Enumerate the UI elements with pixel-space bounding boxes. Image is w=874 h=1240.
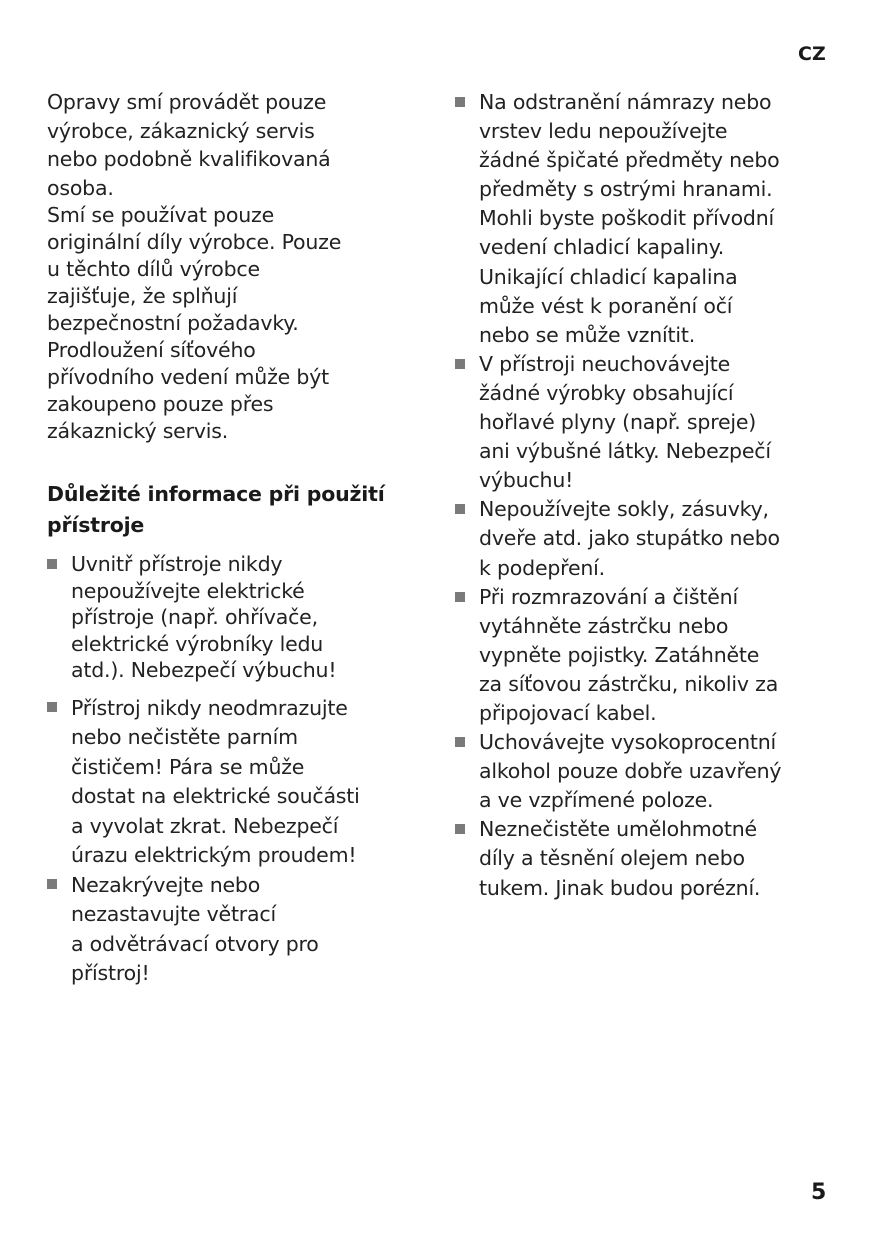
- parts-paragraph: [47, 202, 407, 445]
- list-item: [47, 551, 407, 684]
- text-line: nebo se může vznítit.: [479, 322, 696, 347]
- square-bullet-icon: [455, 504, 465, 514]
- text-line: Uvnitř přístroje nikdy: [71, 552, 283, 576]
- safety-list-left: [47, 551, 407, 989]
- page-number: 5: [811, 1180, 827, 1205]
- square-bullet-icon: [455, 824, 465, 834]
- language-code: CZ: [798, 43, 826, 65]
- square-bullet-icon: [455, 737, 465, 747]
- text-line: elektrické výrobníky ledu: [71, 631, 324, 656]
- text-line: a vyvolat zkrat. Nebezpečí: [71, 813, 339, 838]
- text-line: alkohol pouze dobře uzavřený: [479, 759, 782, 784]
- text-line: Opravy smí provádět pouze: [47, 90, 327, 114]
- text-line: přístroje (např. ohřívače,: [71, 605, 318, 629]
- square-bullet-icon: [47, 702, 57, 712]
- text-line: nebo podobně kvalifikovaná: [47, 147, 331, 171]
- square-bullet-icon: [455, 97, 465, 107]
- text-line: dostat na elektrické součásti: [71, 784, 360, 808]
- text-line: Přístroj nikdy neodmrazujte: [71, 695, 348, 720]
- text-line: žádné špičaté předměty nebo: [479, 148, 780, 173]
- list-item: [455, 350, 820, 495]
- text-line: výbuchu!: [479, 468, 574, 493]
- text-line: u těchto dílů výrobce: [47, 257, 260, 281]
- list-item: [455, 495, 820, 582]
- text-line: originální díly výrobce. Pouze: [47, 230, 342, 254]
- text-line: Na odstranění námrazy nebo: [479, 90, 772, 114]
- right-column: [455, 88, 820, 903]
- repair-paragraph: [47, 88, 407, 202]
- text-line: předměty s ostrými hranami.: [479, 177, 773, 202]
- text-line: může vést k poranění očí: [479, 293, 733, 318]
- text-line: vytáhněte zástrčku nebo: [479, 613, 729, 638]
- text-line: Nepoužívejte sokly, zásuvky,: [479, 497, 769, 522]
- text-line: výrobce, zákaznický servis: [47, 118, 315, 143]
- list-item: [455, 88, 820, 350]
- left-column: [47, 88, 407, 989]
- text-line: přístroj!: [71, 961, 150, 985]
- text-line: zakoupeno pouze přes: [47, 392, 274, 416]
- text-line: dveře atd. jako stupátko nebo: [479, 526, 780, 551]
- text-line: a ve vzpřímené poloze.: [479, 788, 714, 813]
- text-line: díly a těsnění olejem nebo: [479, 846, 745, 871]
- text-line: ani výbušné látky. Nebezpečí: [479, 439, 771, 464]
- text-line: vypněte pojistky. Zatáhněte: [479, 642, 760, 667]
- text-line: připojovací kabel.: [479, 700, 657, 725]
- text-line: nezastavujte větrací: [71, 902, 276, 926]
- list-item: [455, 728, 820, 815]
- text-line: k podepření.: [479, 555, 605, 580]
- text-line: osoba.: [47, 175, 114, 200]
- list-item: [455, 583, 820, 728]
- text-line: Neznečistěte umělohmotné: [479, 817, 757, 842]
- text-line: přívodního vedení může být: [47, 365, 329, 389]
- text-line: nebo nečistěte parním: [71, 725, 298, 749]
- text-line: a odvětrávací otvory pro: [71, 931, 319, 956]
- heading-line: Důležité informace při použití: [47, 482, 385, 506]
- text-line: Při rozmrazování a čištění: [479, 584, 738, 609]
- text-line: za síťovou zástrčku, nikoliv za: [479, 671, 779, 696]
- square-bullet-icon: [47, 559, 57, 569]
- text-line: atd.). Nebezpečí výbuchu!: [71, 658, 337, 682]
- heading-line: přístroje: [47, 513, 145, 537]
- square-bullet-icon: [455, 359, 465, 369]
- text-line: Nezakrývejte nebo: [71, 872, 261, 897]
- text-line: Smí se používat pouze: [47, 203, 274, 227]
- text-line: žádné výrobky obsahující: [479, 380, 734, 405]
- text-line: Uchovávejte vysokoprocentní: [479, 730, 777, 755]
- square-bullet-icon: [47, 879, 57, 889]
- text-line: zákaznický servis.: [47, 419, 229, 443]
- text-line: hořlavé plyny (např. spreje): [479, 410, 757, 435]
- section-heading: [47, 479, 407, 541]
- text-line: vedení chladicí kapaliny.: [479, 235, 725, 260]
- text-line: Unikající chladicí kapalina: [479, 264, 738, 289]
- text-line: nepoužívejte elektrické: [71, 578, 305, 603]
- text-line: Prodloužení síťového: [47, 338, 256, 362]
- text-line: úrazu elektrickým proudem!: [71, 843, 357, 867]
- text-line: Mohli byste poškodit přívodní: [479, 206, 775, 231]
- text-line: čističem! Pára se může: [71, 754, 305, 779]
- list-item: [47, 694, 407, 871]
- text-line: zajišťuje, že splňují: [47, 284, 238, 308]
- safety-list-right: [455, 88, 820, 903]
- list-item: [47, 871, 407, 989]
- text-line: bezpečnostní požadavky.: [47, 311, 299, 335]
- list-item: [455, 815, 820, 902]
- square-bullet-icon: [455, 592, 465, 602]
- text-line: V přístroji neuchovávejte: [479, 351, 731, 376]
- text-line: vrstev ledu nepoužívejte: [479, 119, 728, 144]
- text-line: tukem. Jinak budou porézní.: [479, 875, 761, 900]
